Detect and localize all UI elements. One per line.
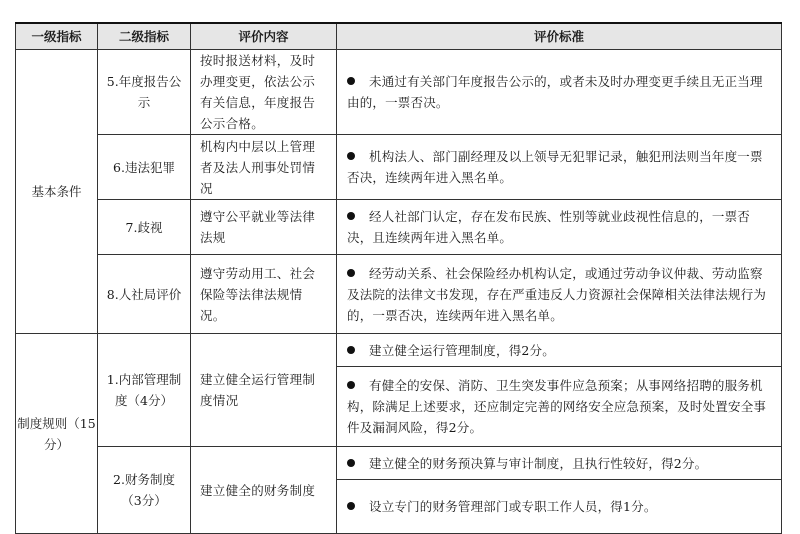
level2-cell: 1.内部管理制度（4分）: [98, 334, 191, 447]
bullet-icon: [347, 152, 355, 160]
content-cell: 机构内中层以上管理者及法人刑事处罚情况: [191, 135, 337, 200]
bullet-icon: [347, 502, 355, 510]
content-cell: 按时报送材料，及时办理变更，依法公示有关信息，年度报告公示合格。: [191, 50, 337, 135]
evaluation-table: [15, 22, 782, 534]
bullet-icon: [347, 77, 355, 85]
content-cell: 建立健全的财务制度: [191, 447, 337, 534]
header-level2: 二级指标: [98, 23, 191, 50]
header-content: 评价内容: [191, 23, 337, 50]
header-level1: 一级指标: [16, 23, 98, 50]
bullet-icon: [347, 346, 355, 354]
header-criteria: 评价标准: [337, 23, 782, 50]
criteria-cell: 未通过有关部门年度报告公示的，或者未及时办理变更手续且无正当理由的，一票否决。: [337, 50, 782, 135]
content-cell: 遵守劳动用工、社会保险等法律法规情况。: [191, 255, 337, 334]
bullet-icon: [347, 459, 355, 467]
table-row: [16, 334, 782, 367]
table-row: [16, 135, 782, 200]
criteria-cell: 建立健全的财务预决算与审计制度，且执行性较好，得2分。: [337, 447, 782, 480]
criteria-cell: 经劳动关系、社会保险经办机构认定，或通过劳动争议仲裁、劳动监察及法院的法律文书发现，存在严重违反人力资源社会保障相关法律法规行为的，一票否决，连续两年进入黑名单。: [337, 255, 782, 334]
content-cell: 遵守公平就业等法律法规: [191, 200, 337, 255]
header-row: [16, 23, 782, 50]
content-cell: 建立健全运行管理制度情况: [191, 334, 337, 447]
table-row: [16, 447, 782, 480]
bullet-icon: [347, 269, 355, 277]
level2-cell: 5.年度报告公示: [98, 50, 191, 135]
level1-rules: 制度规则（15分）: [16, 334, 98, 534]
criteria-cell: 机构法人、部门副经理及以上领导无犯罪记录，触犯刑法则当年度一票否决，连续两年进入黑名单。: [337, 135, 782, 200]
level1-basic: 基本条件: [16, 50, 98, 334]
criteria-cell: 建立健全运行管理制度，得2分。: [337, 334, 782, 367]
level2-cell: 7.歧视: [98, 200, 191, 255]
table-row: [16, 50, 782, 135]
level2-cell: 8.人社局评价: [98, 255, 191, 334]
level2-cell: 6.违法犯罪: [98, 135, 191, 200]
criteria-cell: 经人社部门认定，存在发布民族、性别等就业歧视性信息的，一票否决，且连续两年进入黑名单。: [337, 200, 782, 255]
criteria-cell: 设立专门的财务管理部门或专职工作人员，得1分。: [337, 480, 782, 534]
level2-cell: 2.财务制度（3分）: [98, 447, 191, 534]
bullet-icon: [347, 212, 355, 220]
table-row: [16, 255, 782, 334]
table-row: [16, 200, 782, 255]
bullet-icon: [347, 381, 355, 389]
criteria-cell: 有健全的安保、消防、卫生突发事件应急预案；从事网络招聘的服务机构，除满足上述要求，还应制定完善的网络安全应急预案，及时处置安全事件及漏洞风险，得2分。: [337, 367, 782, 447]
